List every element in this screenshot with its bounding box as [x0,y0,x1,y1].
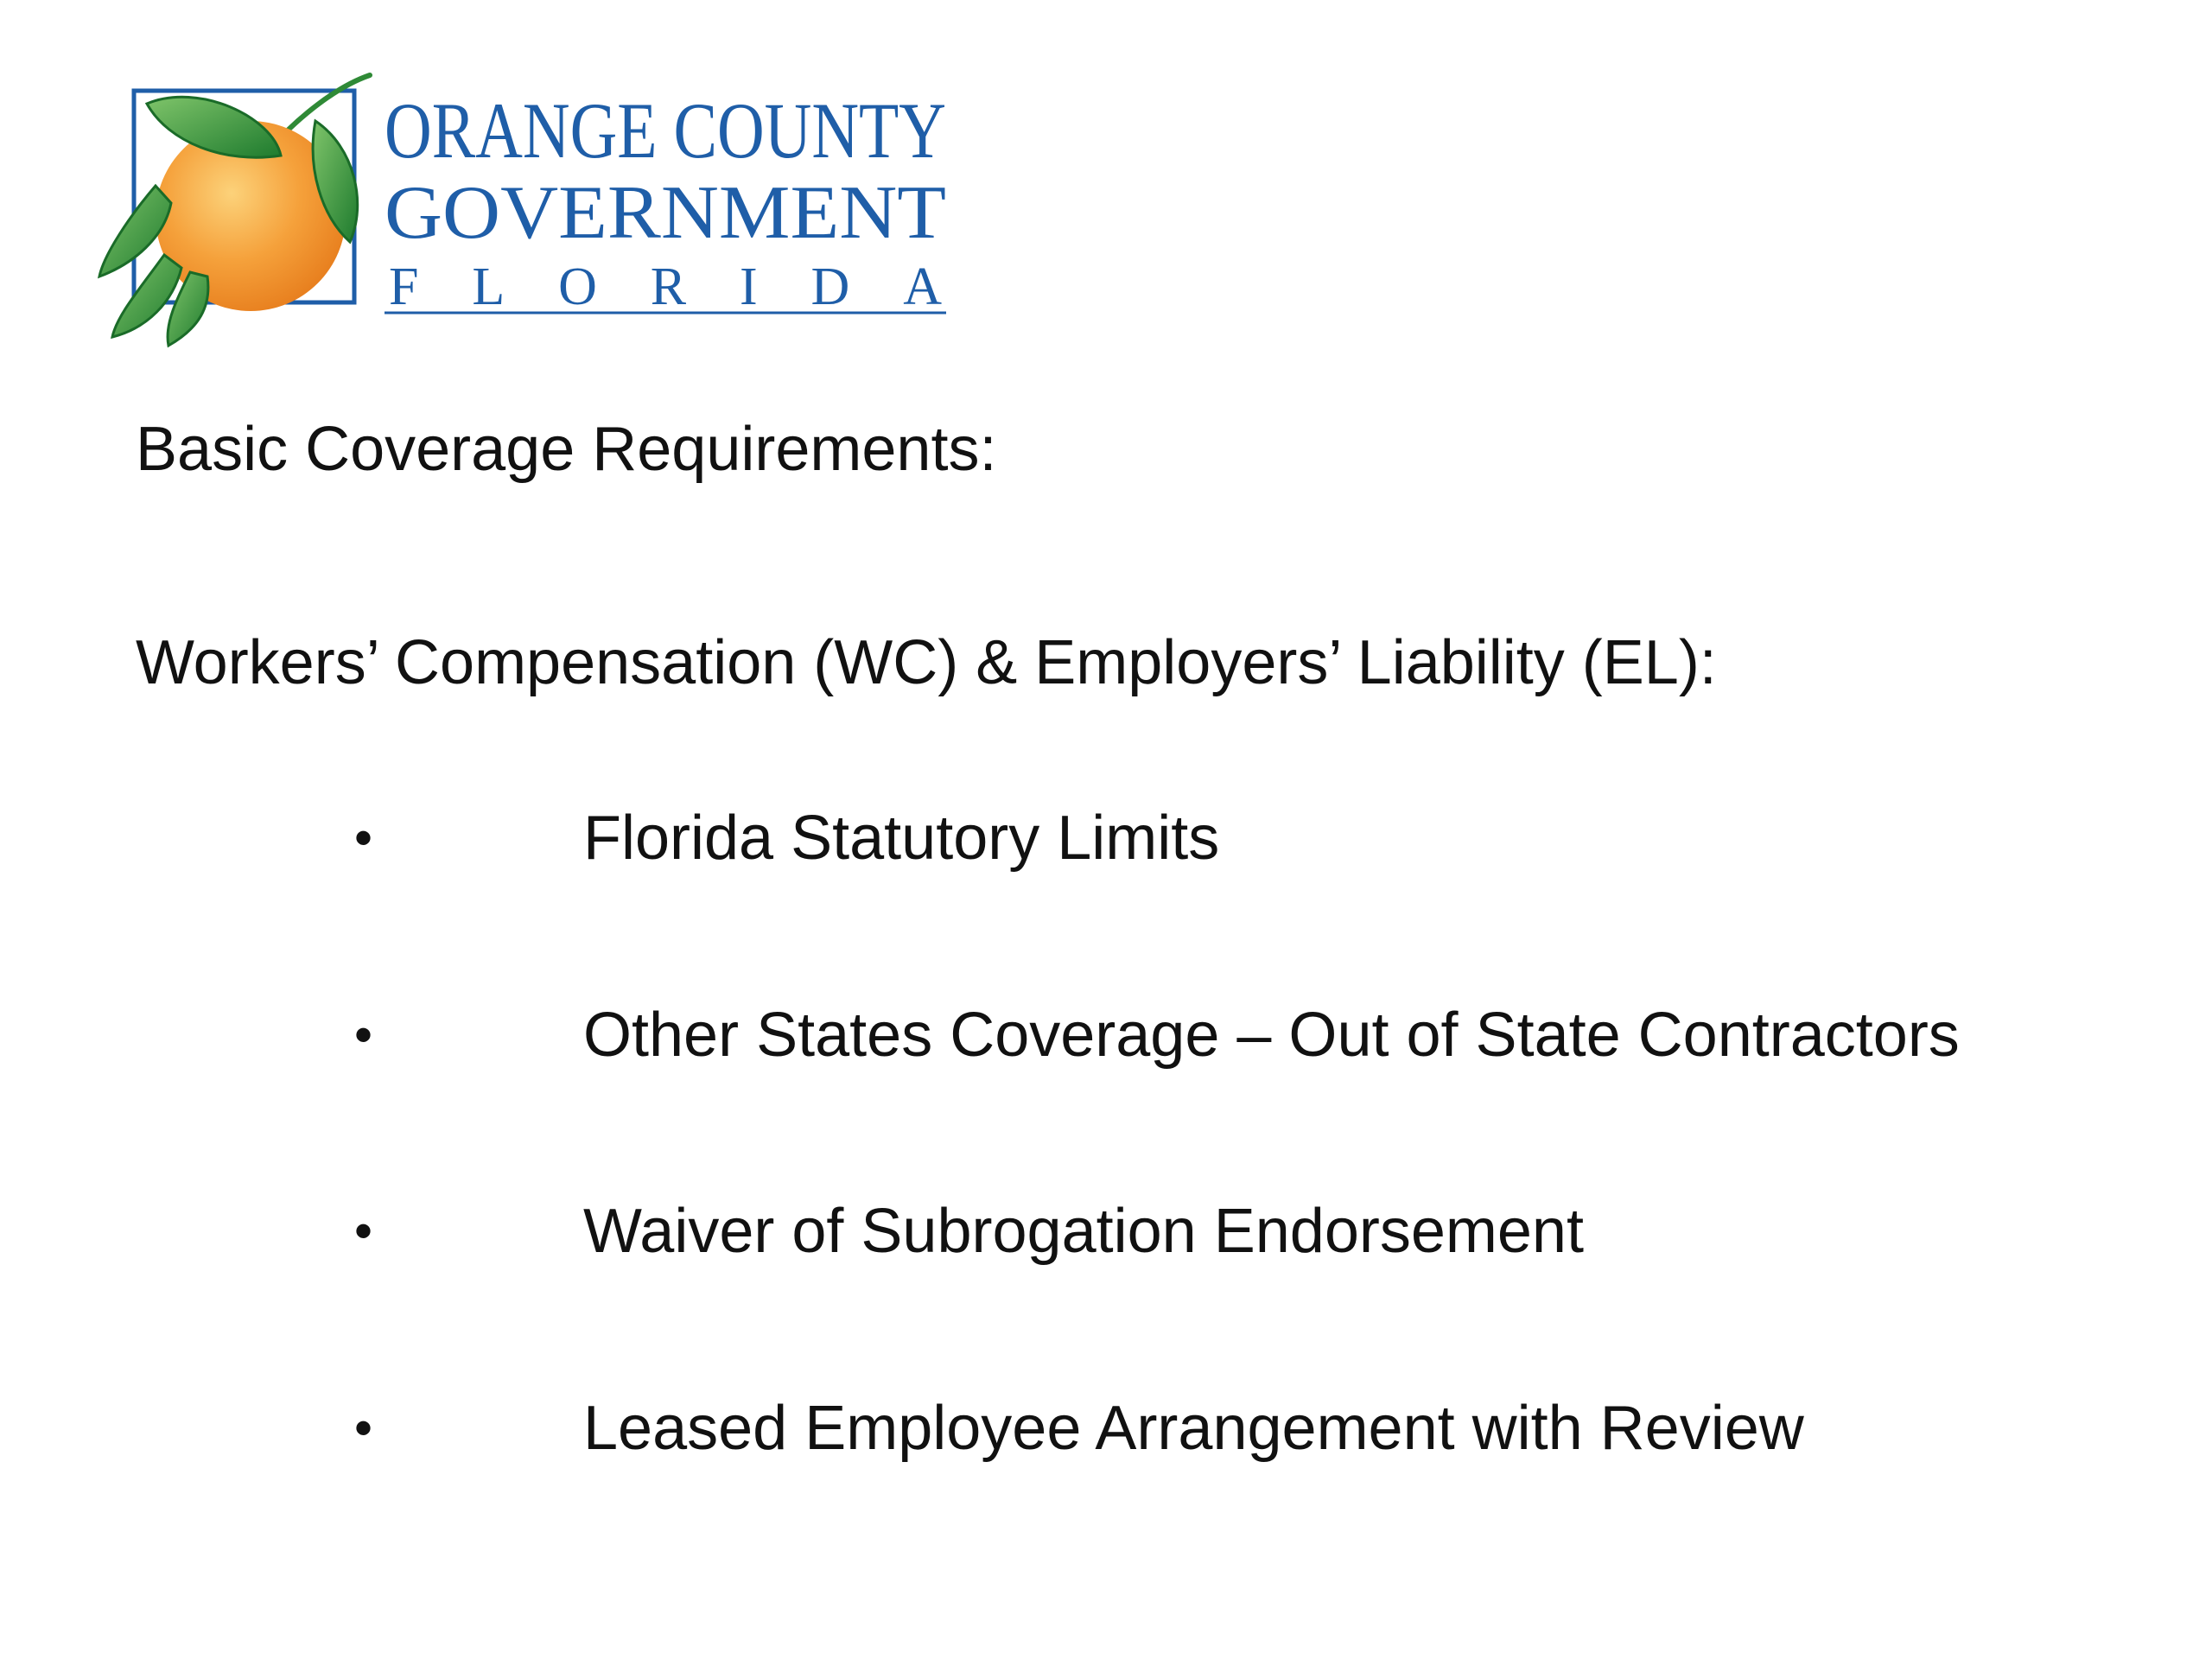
bullet-text: Leased Employee Arrangement with Review [583,1394,1804,1463]
logo-line3: FLORIDA [389,257,942,316]
bullet-text: Waiver of Subrogation Endorsement [583,1197,1584,1266]
list-item [354,1188,2169,1274]
bullet-icon: • [354,1202,373,1260]
bullet-icon: • [354,809,373,867]
list-item [354,1385,2169,1471]
subheading: Workers’ Compensation (WC) & Employers’ Liability (EL): [136,628,1717,697]
logo-line1: ORANGE COUNTY [385,86,946,175]
bullet-icon: • [354,1399,373,1457]
list-item [354,992,2169,1078]
logo-line2: GOVERNMENT [385,171,946,255]
bullet-text: Florida Statutory Limits [583,804,1220,873]
heading: Basic Coverage Requirements: [136,415,997,484]
bullet-text: Other States Coverage – Out of State Contractors [583,1001,1960,1070]
list-item [354,795,2169,881]
bullet-icon: • [354,1006,373,1064]
